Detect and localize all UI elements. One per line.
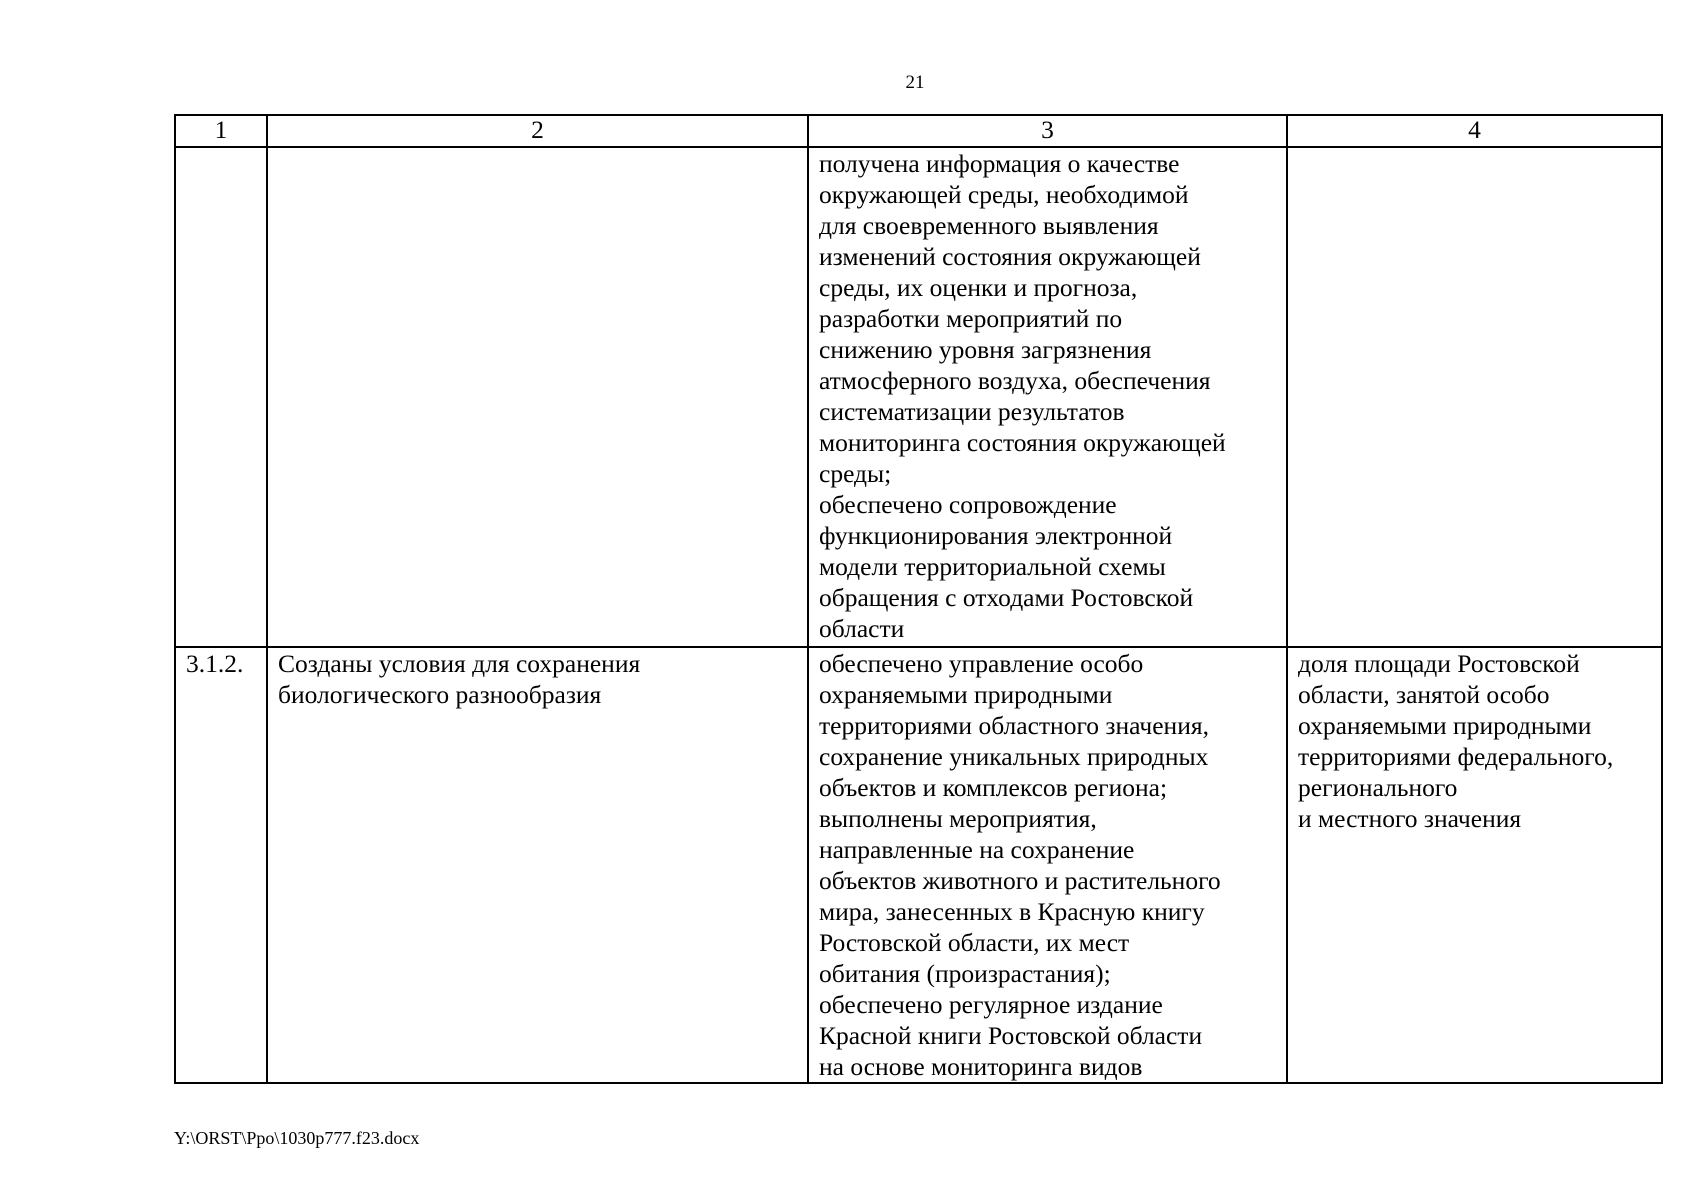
column-header-2: 2	[267, 115, 808, 147]
table-row	[175, 147, 1662, 647]
table-header-row	[175, 115, 1662, 147]
page-number: 21	[905, 72, 925, 93]
footer-file-path: Y:\ORST\Ppo\1030p777.f23.docx	[174, 1128, 420, 1148]
row-name-cell: Созданы условия для сохранения биологического разнообразия	[267, 647, 808, 1083]
column-header-4: 4	[1287, 115, 1662, 147]
document-table	[174, 114, 1663, 1084]
row-indicator-cell	[1287, 147, 1662, 647]
row-name-cell	[267, 147, 808, 647]
row-number-cell	[175, 147, 267, 647]
column-header-1: 1	[175, 115, 267, 147]
table-row	[175, 647, 1662, 1083]
row-number-cell: 3.1.2.	[175, 647, 267, 1083]
row-results-cell: получена информация о качестве окружающей среды, необходимой для своевременного выявления изменений состояния окружающей среды, их оценки и прогноза, разработки мероприятий по снижению уровня загрязнения атмосферного воздуха, обеспечения систематизации результатов мониторинга состояния окружающей среды; обеспечено сопровождение функционирования электронной модели территориальной схемы обращения с отходами Ростовской области	[808, 147, 1287, 647]
row-indicator-cell: доля площади Ростовской области, занятой особо охраняемыми природными территориями федерального, регионального и местного значения	[1287, 647, 1662, 1083]
column-header-3: 3	[808, 115, 1287, 147]
row-results-cell: обеспечено управление особо охраняемыми природными территориями областного значения, сохранение уникальных природных объектов и комплексов региона; выполнены мероприятия, направленные на сохранение объектов животного и растительного мира, занесенных в Красную книгу Ростовской области, их мест обитания (произрастания); обеспечено регулярное издание Красной книги Ростовской области на основе мониторинга видов	[808, 647, 1287, 1083]
